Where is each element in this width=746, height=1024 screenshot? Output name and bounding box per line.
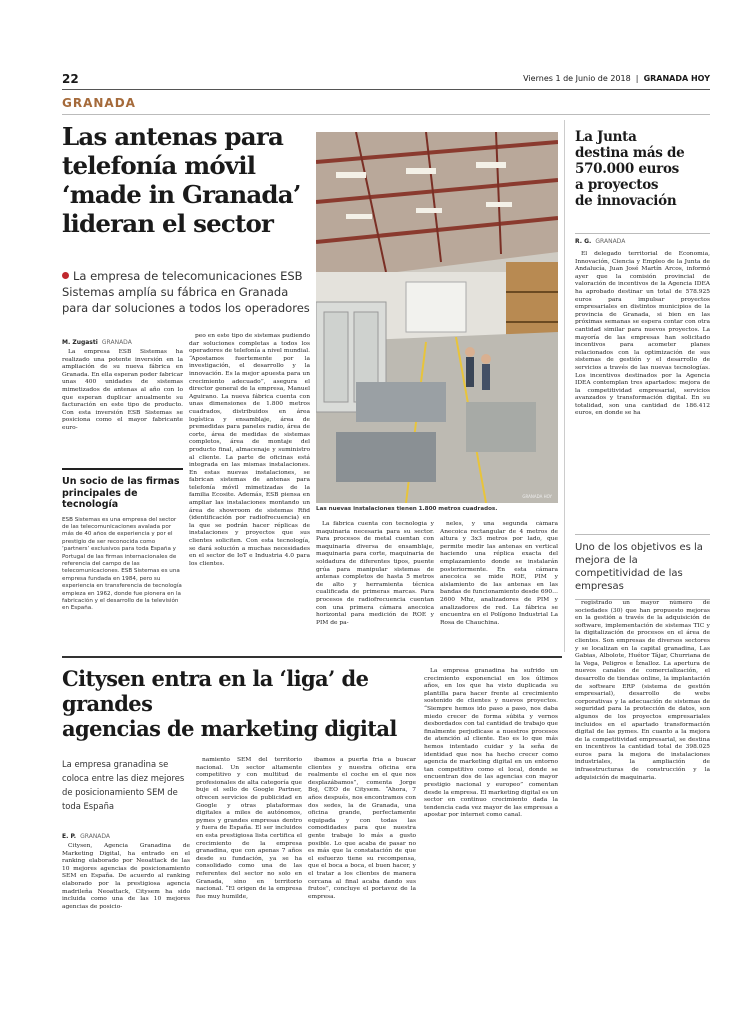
byline-name: M. Zugasti [62,339,98,346]
article1-column-2 [189,333,310,641]
section-title: GRANADA [62,96,136,110]
article3-column-3 [308,757,416,983]
article3-headline [62,666,462,741]
article1-byline [62,339,132,346]
article2-byline [575,238,625,245]
article3-deck: La empresa granadina se coloca entre las diez mejores de posicionamiento SEM de toda España [62,759,185,811]
body-paragraph: peo en este tipo de sistemas pudiendo dar soluciones completas a todos los operadores de telefonía a nivel mundial. “Apostamos fuertemente por la investigación, el desarrollo y la innovación. Es la mejor apuesta para un crecimiento adecuado”, asegura el director general de la empresa, Manuel Aguirano. La nueva fábrica cuenta con unas dimensiones de 1.800 metros cuadrados, distribuidos en área logística y ensamblaje, área de premedidas para paneles radio, área de corte, área de medidas de sistemas completos, área de montaje del producto final, almacenaje y suministro al cliente. La parte de oficinas está integrada en las mismas instalaciones. En estas nuevas instalaciones, se fabrican sistemas de antenas para telefonía móvil mimetizadas de la familia Ecosite. Además, ESB piensa en ampliar las instalaciones montando un área de showroom de sistemas Rfid (identificación por radiofrecuencia) en la que se podrán hacer réplicas de instalaciones y proyectos que sus clientes soliciten. Con esta tecnología, se dará solución a muchas necesidades en el sector de IoT e Industria 4.0 para los clientes. [189,333,310,567]
header-meta: Viernes 1 de Junio de 2018 | GRANADA HOY [523,74,710,83]
article3-column-1 [62,843,190,983]
article2-headline [575,129,710,209]
publication-name: GRANADA HOY [643,74,710,83]
sidebar-box [62,468,183,646]
photo-caption: Las nuevas instalaciones tienen 1.800 metros cuadrados. [316,506,498,512]
body-paragraph: íbamos a puerta fría a buscar clientes y nuestra oficina era realmente el coche en el que nos desplazábamos”, comenta Jorge Boj, CEO de Citysem. “Ahora, 7 años después, nos encontramos con dos sedes, la de Granada, una oficina grande, perfectamente equipada y con todas las comodidades para que nuestra gente trabaje lo más a gusto posible. Lo que acaba de pasar no es más que la constatación de que el esfuerzo tiene su recompensa, que el boca a boca, el buen hacer, y el tratar a los clientes de manera cercana al final acaba dando sus frutos”, concluye el portavoz de la empresa. [308,757,416,900]
factory-photo [316,132,558,503]
bullet-dot-icon [62,272,69,279]
headline-line: Las antenas para [62,122,284,151]
deck-text: La empresa de telecomunicaciones ESB Sistemas amplía su fábrica en Granada para dar soluciones a todos los operadores [62,269,310,315]
sidebar-text: ESB Sistemas es una empresa del sector de las telecomunicaciones avalada por más de 40 años de experiencia y por el prestigio de ser reconocida como ‘partners’ exclusivos para toda España y Portugal de las firmas internacionales de referencia del campo de las telecomunicaciones. ESB Sistemas es una empresa fundada en 1984, pero su experiencia en transferencia de tecnología empieza en 1962, donde fue pionera en la fabricación y el desarrollo de la televisión en España. [62,516,182,612]
byline-place: GRANADA [101,339,132,346]
photo-credit: GRANADA HOY [522,494,552,499]
byline-name: R. G. [575,238,592,245]
body-paragraph: neles, y una segunda cámara Anecoica rectangular de 4 metros de altura y 3x3 metros por lado, que permite medir las antenas en vertical haciendo una réplica exacta del emplazamiento donde se instalarán posteriormente. En esta cámara anecoica se mide ROE, PIM y aislamiento de las antenas en las bandas de funcionamiento desde 690…2600 Mhz, analizadores de PIM y analizadores de red. La fábrica se encuentra en el Polígono Industrial La Rosa de Chauchina. [440,521,558,626]
page-number: 22 [62,72,79,86]
article1-deck [62,268,312,316]
article1-column-4 [440,521,558,645]
headline-line: La Junta [575,129,637,145]
headline-line: lideran el sector [62,209,274,238]
headline-line: a proyectos [575,177,659,193]
body-paragraph: El delegado territorial de Economía, Innovación, Ciencia y Empleo de la Junta de Andalucía, Juan José Martín Arcos, informó ayer que la comisión provincial de valoración de incentivos de la Agencia IDEA ha aprobado destinar un total de 578.925 euros para impulsar proyectos empresariales en distintos municipios de la provincia de Granada, si bien en las próximas semanas se espera contar con otra cantidad similar para nuevos proyectos. La mayoría de las empresas han solicitado incentivos para acometer planes relacionados con la optimización de sus sistemas de gestión y el desarrollo de servicios a través de las nuevas tecnologías. Los incentivos destinados por la Agencia IDEA contemplan tres apartados: mejora de la competitividad empresarial, servicios avanzados y transformación digital. En su totalidad, son una cantidad de 186.412 euros, en donde se ha [575,251,710,417]
header-rule [62,89,710,90]
article3-column-4 [424,668,558,983]
byline-name: E. P. [62,833,77,840]
body-paragraph: namiento SEM del territorio nacional. Un sector altamente competitivo y con multitud de profesionales de alta categoría que buje el sello de Google Partner, ofrecen servicios de publicidad en Google y otras plataformas digitales a miles de autónomos, pymes y grandes empresas dentro y fuera de España. El ser incluidos en esta prestigiosa lista certifica el crecimiento de la empresa granadina, que con apenas 7 años desde su fundación, ya se ha consolidado como una de las referentes del sector no solo en Granada, sino en territorio nacional. “El origen de la empresa fue muy humilde, [196,757,302,900]
article-separator [62,656,562,658]
article2-column-2 [575,600,710,980]
article2-column-1 [575,251,710,521]
article1-column-3 [316,521,434,645]
headline-line: telefonía móvil [62,151,256,180]
headline-line: 570.000 euros [575,161,679,177]
article3-byline [62,833,110,840]
headline-line: agencias de marketing digital [62,716,397,741]
body-paragraph: Citysen, Agencia Granadina de Marketing Digital, ha entrado en el ranking elaborado por Neoattack de las 10 mejores agencias de posicionamiento SEM en España. De acuerdo al ranking elaborado por la prestigiosa agencia madrileña Neoattack, Citysem ha sido incluida como una de las 10 mejores agencias de posicio- [62,843,190,910]
body-paragraph: La empresa ESB Sistemas ha realizado una potente inversión en la ampliación de su nueva fábrica en Granada. En ella esperan poder fabricar unas 400 unidades de sistemas mimetizados de antenas al año con lo que esperan duplicar anualmente su facturación en este tipo de producto. Con esta inversión ESB Sistemas se posiciona como el mayor fabricante euro- [62,349,183,431]
sidebar-title: Un socio de las firmas principales de tecnología [62,476,180,510]
headline-line: de innovación [575,193,677,209]
headline-line: ‘made in Granada’ [62,180,301,209]
article1-column-1 [62,349,183,461]
article2-rule [575,233,710,234]
page-header [62,72,710,88]
byline-place: GRANADA [595,238,626,245]
headline-line: Citysen entra en la ‘liga’ de grandes [62,666,369,716]
article2-pull-quote: Uno de los objetivos es la mejora de la competitividad de las empresas [575,534,710,600]
column-divider [564,120,565,652]
article1-headline [62,122,312,238]
body-paragraph: La empresa granadina ha sufrido un crecimiento exponencial en los últimos años, en los que ha visto duplicada su plantilla para hacer frente al crecimiento sostenido de clientes y nuevos proyectos. “Siempre hemos ido paso a paso, nos daba miedo crecer de forma súbita y vernos desbordados con tal cantidad de trabajo que finalmente perjudicase a nuestros procesos de atención al cliente. Eso es lo que más hemos intentado cuidar y la seña de identidad que nos ha hecho crecer como agencia de marketing digital en un entorno tan competitivo como el local, donde se encuentran dos de las agencias con mayor prestigio nacional y europeo” comentan desde la empresa. El marketing digital es un sector en continuo crecimiento dada la tendencia cada vez mayor de las empresas a apostar por internet como canal. [424,668,558,819]
article3-column-2 [196,757,302,983]
body-paragraph: registrado un mayor número de sociedades (30) que han propuesto mejoras en la gestión a través de la adquisición de software, implementación de sistemas TIC y la digitalización de procesos en el área de clientes. Son empresas de diversos sectores y se localizan en la capital granadina, Las Gabias, Albolote, Huétor Tájar, Churriana de la Vega, Peligros e Íznalloz. La apertura de nuevos canales de comercialización, el desarrollo de tiendas online, la implantación de software ERP (sistema de gestión empresarial), desarrollo de webs corporativas y la adecuación de sistemas de seguridad para la protección de datos, son algunos de los proyectos empresariales incluidos en el apartado transformación digital de las pymes. En cuanto a la mejora de la competitividad empresarial, se destina en incentivos la cantidad total de 398.025 euros para la mejora de instalaciones industriales, la ampliación de infraestructuras de construcción y la adquisición de maquinaria. [575,600,710,781]
body-paragraph: La fábrica cuenta con tecnología y maquinaria necesaria para su sector. Para procesos de metal cuentan con maquinaria diversa de ensamblaje, maquinaria para corte, maquinaria de soldadura de diferentes tipos, puente grúa para manipular sistemas de antenas completos de hasta 5 metros de alto y herramienta técnica cualificada de primeras marcas. Para procesos de radiofrecuencia cuentan con una primera cámara anecoica horizontal para medición de ROE y PIM de pa- [316,521,434,626]
headline-line: destina más de [575,145,685,161]
byline-place: GRANADA [80,833,111,840]
factory-illustration [316,132,558,503]
issue-date: Viernes 1 de Junio de 2018 [523,74,631,83]
section-rule [62,114,710,115]
